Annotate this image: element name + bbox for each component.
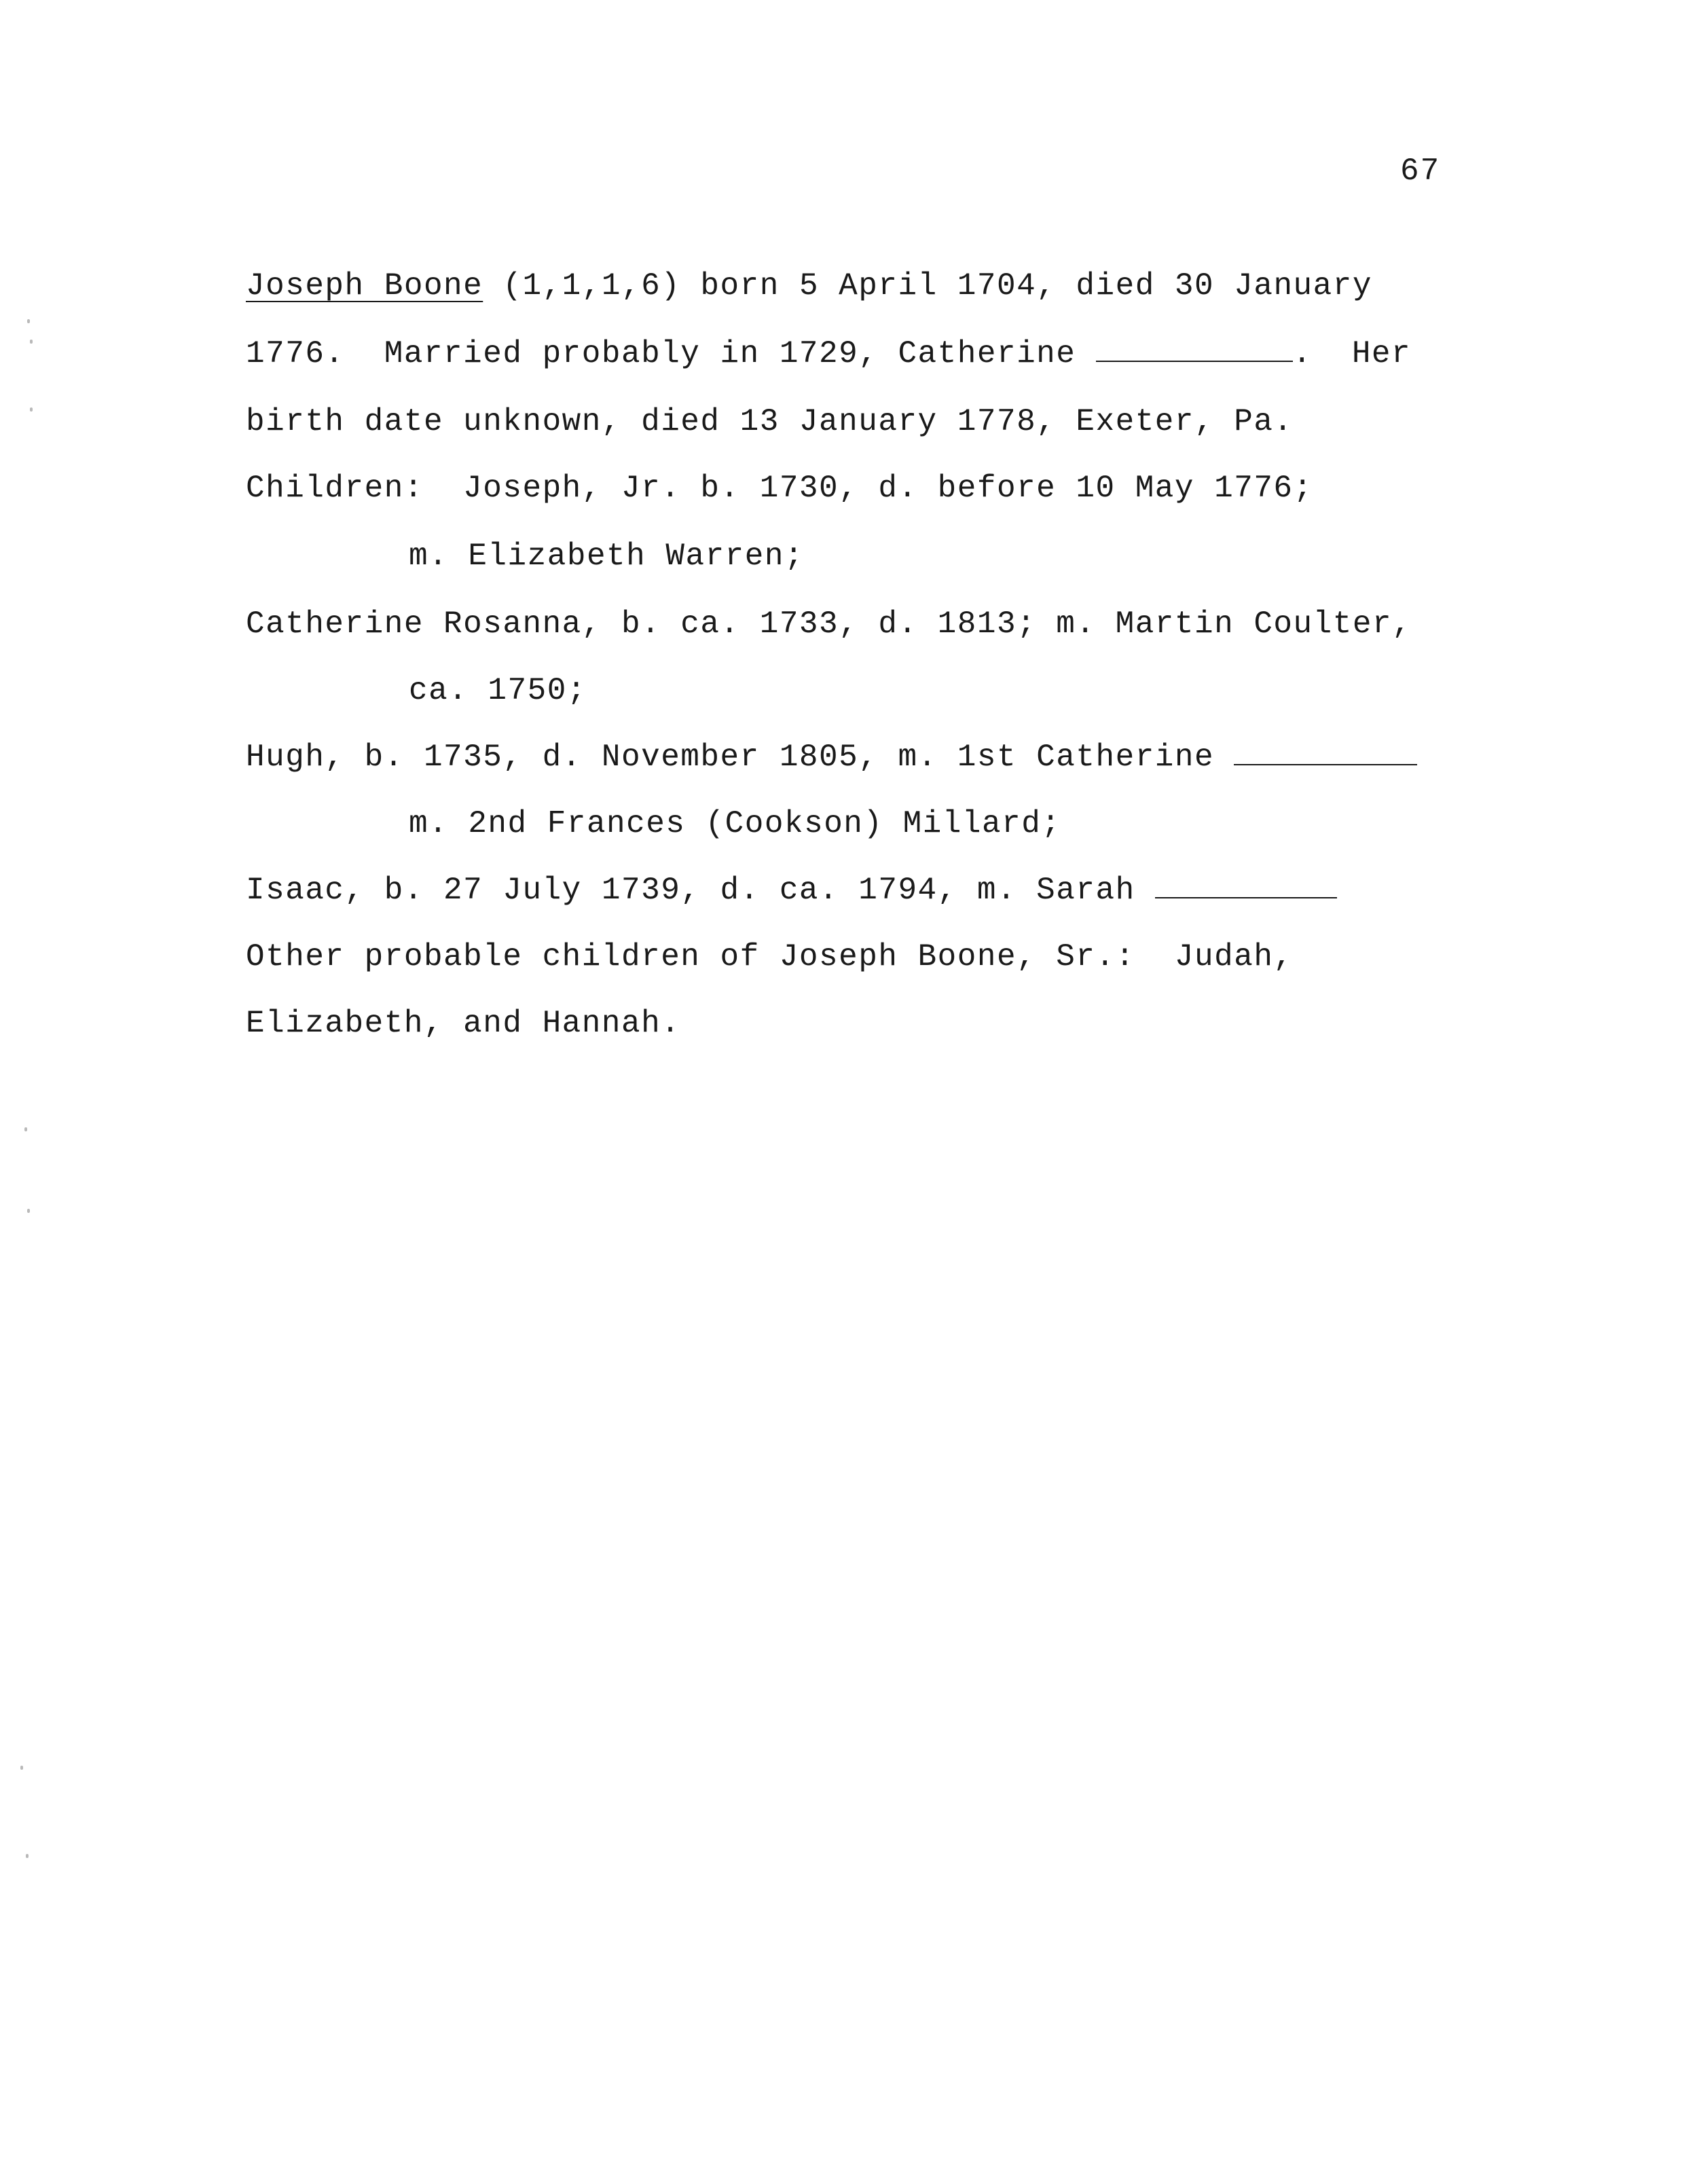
child-isaac-text: Isaac, b. 27 July 1739, d. ca. 1794, m. Sarah bbox=[246, 873, 1155, 908]
scan-speck bbox=[27, 319, 30, 323]
child-joseph-marriage: m. Elizabeth Warren; bbox=[409, 539, 805, 574]
children-heading-line: Children: Joseph, Jr. b. 1730, d. before 10 May 1776; bbox=[246, 471, 1313, 506]
child-catherine-rosanna-date: ca. 1750; bbox=[409, 673, 587, 708]
scan-speck bbox=[24, 1127, 27, 1131]
entry-line-3: birth date unknown, died 13 January 1778, Exeter, Pa. bbox=[246, 404, 1294, 439]
other-children-line: Other probable children of Joseph Boone, Sr.: Judah, bbox=[246, 939, 1294, 975]
scan-speck bbox=[27, 1209, 30, 1213]
entry-line-2 bbox=[246, 338, 1411, 369]
child-isaac bbox=[246, 875, 1337, 906]
scan-speck bbox=[26, 1854, 29, 1858]
entry-line-2-start: 1776. Married probably in 1729, Catherine bbox=[246, 336, 1096, 371]
child-catherine-rosanna: Catherine Rosanna, b. ca. 1733, d. 1813; m. Martin Coulter, bbox=[246, 606, 1412, 642]
child-hugh-text: Hugh, b. 1735, d. November 1805, m. 1st Catherine bbox=[246, 740, 1234, 775]
blank-isaac-wife-surname bbox=[1155, 896, 1337, 898]
scan-speck bbox=[30, 407, 33, 412]
entry-line-2-end: . Her bbox=[1292, 336, 1412, 371]
child-hugh-second-marriage: m. 2nd Frances (Cookson) Millard; bbox=[409, 806, 1061, 841]
page-number: 67 bbox=[1400, 153, 1441, 189]
scan-speck bbox=[30, 340, 33, 344]
blank-spouse-surname bbox=[1096, 360, 1293, 362]
entry-name: Joseph Boone bbox=[246, 268, 483, 304]
blank-hugh-wife-surname bbox=[1234, 763, 1417, 765]
scan-speck bbox=[20, 1766, 23, 1770]
other-children-line-2: Elizabeth, and Hannah. bbox=[246, 1006, 681, 1041]
entry-line-1-text: (1,1,1,6) born 5 April 1704, died 30 January bbox=[483, 268, 1372, 304]
child-hugh bbox=[246, 742, 1417, 773]
entry-line-1 bbox=[246, 270, 1372, 302]
